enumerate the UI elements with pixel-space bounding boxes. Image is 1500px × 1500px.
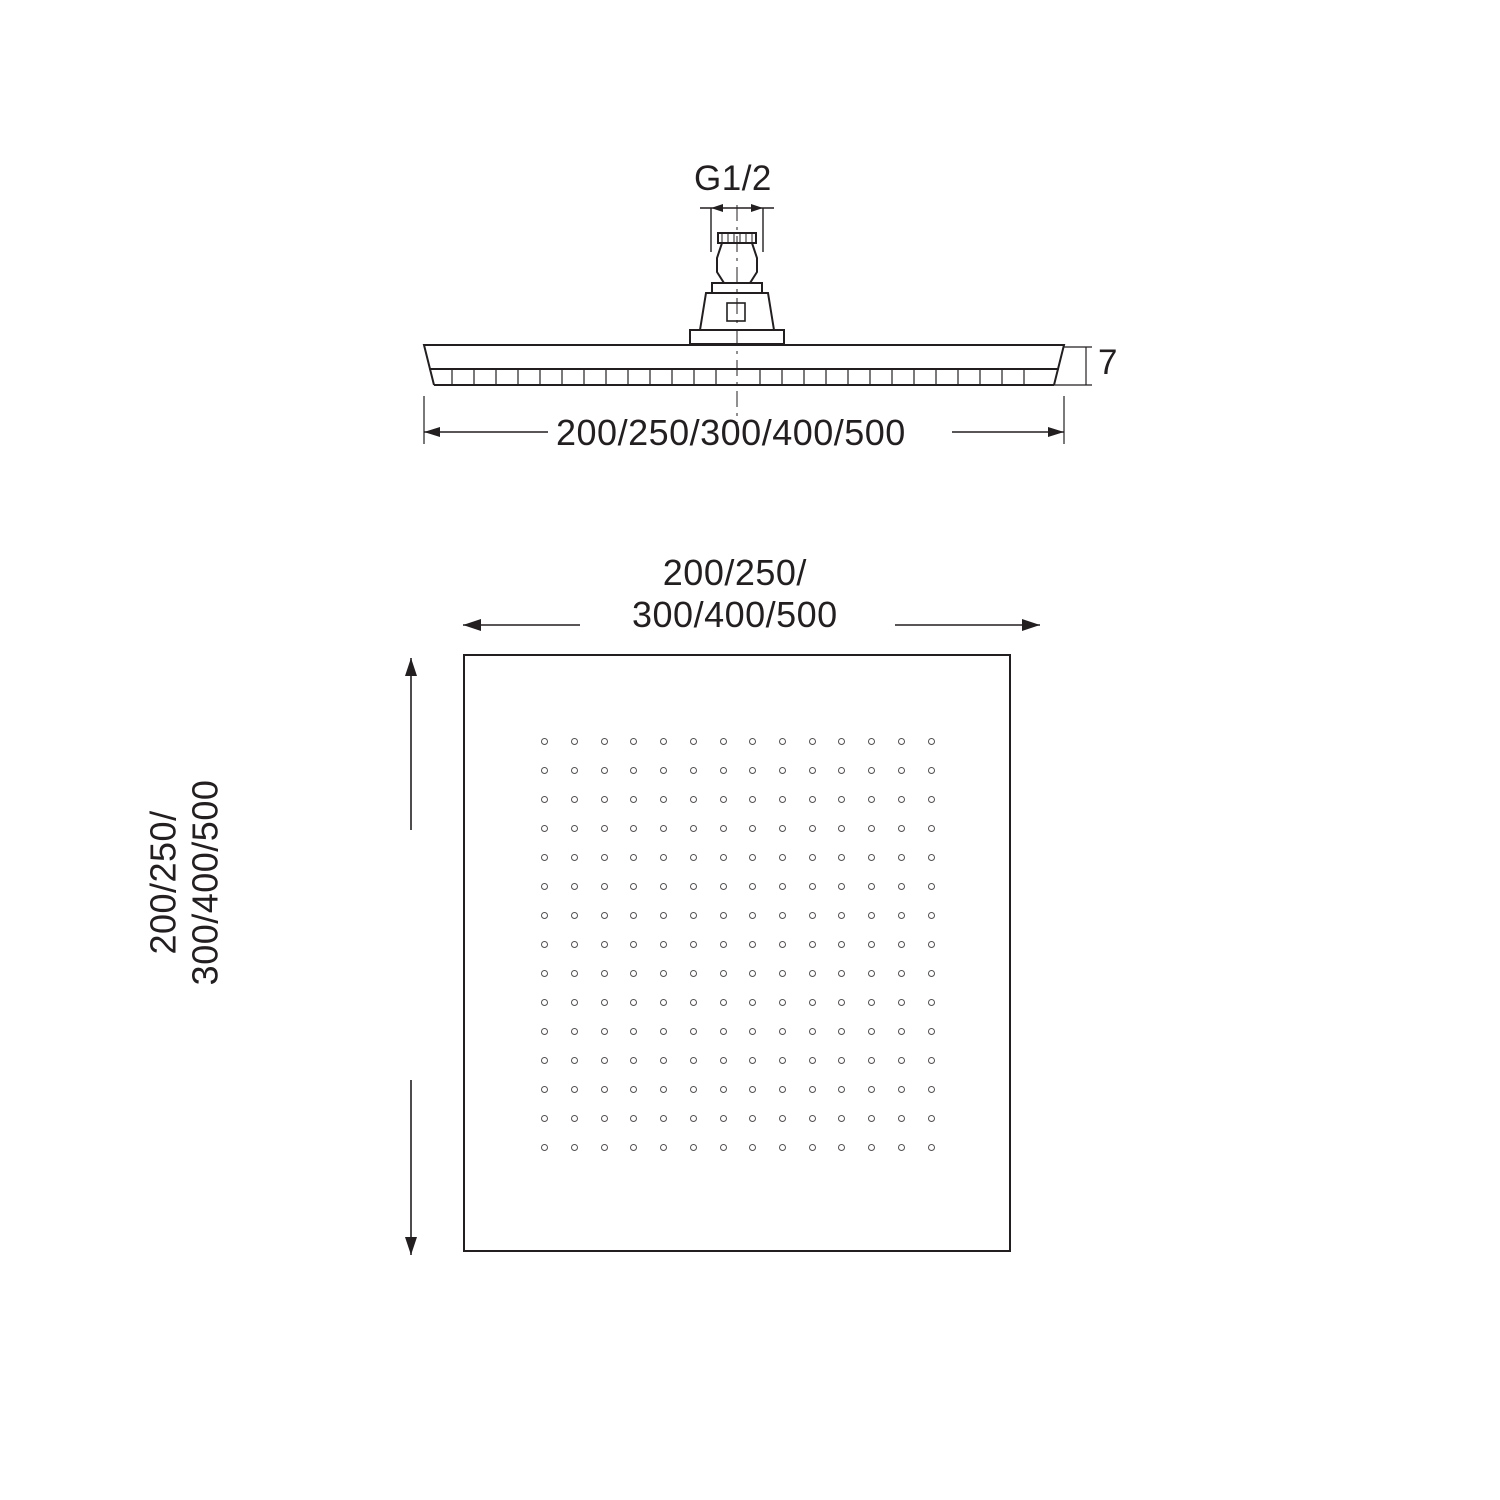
nozzle-hole [720, 883, 727, 890]
nozzle-hole [898, 999, 905, 1006]
nozzle-hole [601, 999, 608, 1006]
nozzle-hole [898, 1057, 905, 1064]
nozzle-hole [541, 883, 548, 890]
nozzle-hole [571, 767, 578, 774]
nozzle-hole [630, 1144, 637, 1151]
nozzle-hole [779, 970, 786, 977]
nozzle-hole [690, 825, 697, 832]
nozzle-hole [630, 1057, 637, 1064]
side-elevation-view [0, 0, 1500, 500]
nozzle-hole [690, 854, 697, 861]
nozzle-hole [838, 854, 845, 861]
plan-height-label-line2: 300/400/500 [185, 779, 226, 986]
thread-size-label: G1/2 [694, 159, 772, 198]
nozzle-hole [749, 1144, 756, 1151]
nozzle-hole [779, 1028, 786, 1035]
nozzle-hole [601, 883, 608, 890]
nozzle-hole [868, 912, 875, 919]
nozzle-hole [838, 1028, 845, 1035]
nozzle-hole [809, 1057, 816, 1064]
nozzle-hole [838, 1115, 845, 1122]
nozzle-hole [809, 970, 816, 977]
nozzle-hole [898, 796, 905, 803]
nozzle-hole [868, 767, 875, 774]
nozzle-hole [838, 999, 845, 1006]
nozzle-hole [868, 941, 875, 948]
nozzle-hole [630, 1115, 637, 1122]
nozzle-hole [541, 912, 548, 919]
nozzle-hole [541, 1028, 548, 1035]
plan-height-dimension-label [143, 672, 228, 1092]
nozzle-hole [928, 1115, 935, 1122]
nozzle-hole [660, 1057, 667, 1064]
nozzle-hole [660, 1115, 667, 1122]
nozzle-hole [541, 1115, 548, 1122]
nozzle-hole [690, 970, 697, 977]
nozzle-hole [809, 738, 816, 745]
nozzle-hole [660, 999, 667, 1006]
nozzle-hole [660, 1144, 667, 1151]
nozzle-hole [541, 825, 548, 832]
nozzle-hole [749, 854, 756, 861]
nozzle-hole [838, 738, 845, 745]
nozzle-hole [571, 1115, 578, 1122]
nozzle-hole [868, 825, 875, 832]
nozzle-hole [690, 1115, 697, 1122]
nozzle-hole [898, 738, 905, 745]
nozzle-hole [868, 1086, 875, 1093]
nozzle-hole [749, 883, 756, 890]
nozzle-hole [868, 970, 875, 977]
nozzle-hole [541, 854, 548, 861]
nozzle-hole [690, 941, 697, 948]
nozzle-hole [690, 1028, 697, 1035]
nozzle-hole [868, 1144, 875, 1151]
nozzle-hole [541, 970, 548, 977]
nozzle-hole [928, 796, 935, 803]
nozzle-hole [898, 912, 905, 919]
nozzle-hole [601, 738, 608, 745]
nozzle-hole [660, 883, 667, 890]
nozzle-hole [660, 825, 667, 832]
nozzle-hole [779, 1144, 786, 1151]
nozzle-hole [690, 883, 697, 890]
nozzle-hole [541, 941, 548, 948]
nozzle-hole [928, 738, 935, 745]
nozzle-hole [928, 912, 935, 919]
nozzle-hole [898, 1086, 905, 1093]
nozzle-hole [720, 767, 727, 774]
nozzle-hole [571, 970, 578, 977]
nozzle-hole [601, 854, 608, 861]
nozzle-hole [868, 1115, 875, 1122]
nozzle-hole [720, 970, 727, 977]
nozzle-hole [779, 999, 786, 1006]
nozzle-hole [630, 1086, 637, 1093]
nozzle-hole [720, 1028, 727, 1035]
nozzle-hole [690, 1086, 697, 1093]
nozzle-hole [898, 883, 905, 890]
nozzle-hole [779, 854, 786, 861]
nozzle-hole [898, 1144, 905, 1151]
nozzle-hole [541, 1057, 548, 1064]
nozzle-hole [660, 738, 667, 745]
nozzle-hole [809, 883, 816, 890]
nozzle-hole [630, 825, 637, 832]
nozzle-hole [868, 999, 875, 1006]
nozzle-hole [660, 1086, 667, 1093]
nozzle-hole [601, 796, 608, 803]
nozzle-hole [928, 883, 935, 890]
nozzle-hole [868, 854, 875, 861]
nozzle-hole [928, 999, 935, 1006]
nozzle-hole [779, 1057, 786, 1064]
nozzle-hole [630, 767, 637, 774]
nozzle-hole [898, 767, 905, 774]
nozzle-hole [720, 912, 727, 919]
nozzle-hole [749, 1115, 756, 1122]
nozzle-hole [571, 1057, 578, 1064]
nozzle-hole [571, 825, 578, 832]
nozzle-hole [779, 796, 786, 803]
nozzle-hole [898, 1115, 905, 1122]
nozzle-hole [868, 738, 875, 745]
nozzle-hole [720, 1086, 727, 1093]
nozzle-hole [541, 796, 548, 803]
nozzle-hole [868, 1057, 875, 1064]
nozzle-hole [690, 999, 697, 1006]
nozzle-hole [690, 767, 697, 774]
nozzle-hole [720, 1115, 727, 1122]
nozzle-hole [838, 825, 845, 832]
nozzle-hole [779, 1086, 786, 1093]
nozzle-hole [571, 1086, 578, 1093]
nozzle-hole [928, 1144, 935, 1151]
plan-width-label-line1: 200/250/ [662, 552, 807, 593]
nozzle-hole [660, 970, 667, 977]
nozzle-hole [749, 825, 756, 832]
nozzle-hole [690, 1144, 697, 1151]
nozzle-hole [809, 854, 816, 861]
nozzle-hole [630, 854, 637, 861]
nozzle-hole [809, 825, 816, 832]
nozzle-hole [749, 738, 756, 745]
nozzle-hole [749, 941, 756, 948]
nozzle-hole [838, 912, 845, 919]
nozzle-hole [898, 1028, 905, 1035]
nozzle-hole [868, 1028, 875, 1035]
nozzle-hole [928, 970, 935, 977]
nozzle-hole [928, 1028, 935, 1035]
nozzle-hole [690, 1057, 697, 1064]
nozzle-grid [530, 727, 946, 1162]
nozzle-hole [898, 825, 905, 832]
nozzle-hole [630, 912, 637, 919]
nozzle-hole [541, 999, 548, 1006]
nozzle-hole [660, 767, 667, 774]
nozzle-hole [720, 941, 727, 948]
nozzle-hole [571, 854, 578, 861]
nozzle-hole [630, 999, 637, 1006]
nozzle-hole [928, 941, 935, 948]
nozzle-hole [571, 738, 578, 745]
nozzle-hole [660, 1028, 667, 1035]
nozzle-hole [838, 883, 845, 890]
nozzle-hole [868, 883, 875, 890]
nozzle-hole [809, 1144, 816, 1151]
nozzle-hole [809, 941, 816, 948]
nozzle-hole [809, 1115, 816, 1122]
nozzle-hole [630, 738, 637, 745]
nozzle-hole [541, 738, 548, 745]
nozzle-hole [720, 1144, 727, 1151]
nozzle-hole [749, 1028, 756, 1035]
nozzle-hole [601, 1115, 608, 1122]
nozzle-hole [541, 1144, 548, 1151]
nozzle-hole [779, 1115, 786, 1122]
nozzle-hole [749, 1086, 756, 1093]
nozzle-hole [571, 1144, 578, 1151]
nozzle-hole [749, 1057, 756, 1064]
nozzle-hole [749, 912, 756, 919]
nozzle-hole [838, 941, 845, 948]
nozzle-hole [720, 854, 727, 861]
nozzle-hole [601, 1144, 608, 1151]
nozzle-hole [779, 767, 786, 774]
nozzle-hole [571, 999, 578, 1006]
nozzle-hole [630, 883, 637, 890]
nozzle-hole [838, 767, 845, 774]
nozzle-hole [541, 1086, 548, 1093]
nozzle-hole [838, 796, 845, 803]
nozzle-hole [809, 796, 816, 803]
nozzle-hole [868, 796, 875, 803]
nozzle-hole [898, 854, 905, 861]
nozzle-hole [720, 796, 727, 803]
nozzle-hole [690, 738, 697, 745]
nozzle-hole [809, 999, 816, 1006]
nozzle-hole [928, 1057, 935, 1064]
nozzle-hole [690, 912, 697, 919]
nozzle-hole [660, 796, 667, 803]
nozzle-hole [571, 796, 578, 803]
nozzle-hole [779, 825, 786, 832]
nozzle-hole [601, 1057, 608, 1064]
plan-width-label-line2: 300/400/500 [632, 594, 838, 636]
thickness-dimension-label: 7 [1098, 343, 1118, 382]
nozzle-hole [720, 1057, 727, 1064]
nozzle-hole [601, 912, 608, 919]
nozzle-hole [601, 825, 608, 832]
nozzle-hole [838, 1086, 845, 1093]
plan-height-label-line1: 200/250/ [142, 810, 184, 955]
plan-width-dimension-label [632, 552, 838, 637]
nozzle-hole [898, 970, 905, 977]
nozzle-hole [571, 941, 578, 948]
nozzle-hole [838, 970, 845, 977]
nozzle-hole [571, 1028, 578, 1035]
nozzle-hole [809, 1028, 816, 1035]
nozzle-hole [601, 970, 608, 977]
nozzle-hole [660, 912, 667, 919]
nozzle-hole [601, 941, 608, 948]
nozzle-hole [749, 970, 756, 977]
nozzle-hole [749, 767, 756, 774]
nozzle-hole [779, 883, 786, 890]
nozzle-hole [601, 1086, 608, 1093]
nozzle-hole [928, 767, 935, 774]
nozzle-hole [779, 912, 786, 919]
nozzle-hole [898, 941, 905, 948]
nozzle-hole [630, 970, 637, 977]
nozzle-hole [630, 1028, 637, 1035]
nozzle-hole [749, 796, 756, 803]
nozzle-hole [541, 767, 548, 774]
nozzle-hole [601, 1028, 608, 1035]
nozzle-hole [838, 1144, 845, 1151]
nozzle-hole [779, 941, 786, 948]
nozzle-hole [601, 767, 608, 774]
nozzle-hole [928, 854, 935, 861]
nozzle-hole [690, 796, 697, 803]
nozzle-hole [720, 999, 727, 1006]
nozzle-hole [749, 999, 756, 1006]
nozzle-hole [720, 825, 727, 832]
nozzle-hole [571, 883, 578, 890]
nozzle-hole [571, 912, 578, 919]
nozzle-hole [630, 796, 637, 803]
nozzle-hole [809, 767, 816, 774]
nozzle-hole [630, 941, 637, 948]
nozzle-hole [720, 738, 727, 745]
nozzle-hole [779, 738, 786, 745]
nozzle-hole [809, 912, 816, 919]
nozzle-hole [660, 941, 667, 948]
nozzle-hole [928, 1086, 935, 1093]
nozzle-hole [809, 1086, 816, 1093]
side-width-dimension-label: 200/250/300/400/500 [556, 412, 906, 453]
nozzle-hole [838, 1057, 845, 1064]
nozzle-hole [928, 825, 935, 832]
nozzle-hole [660, 854, 667, 861]
